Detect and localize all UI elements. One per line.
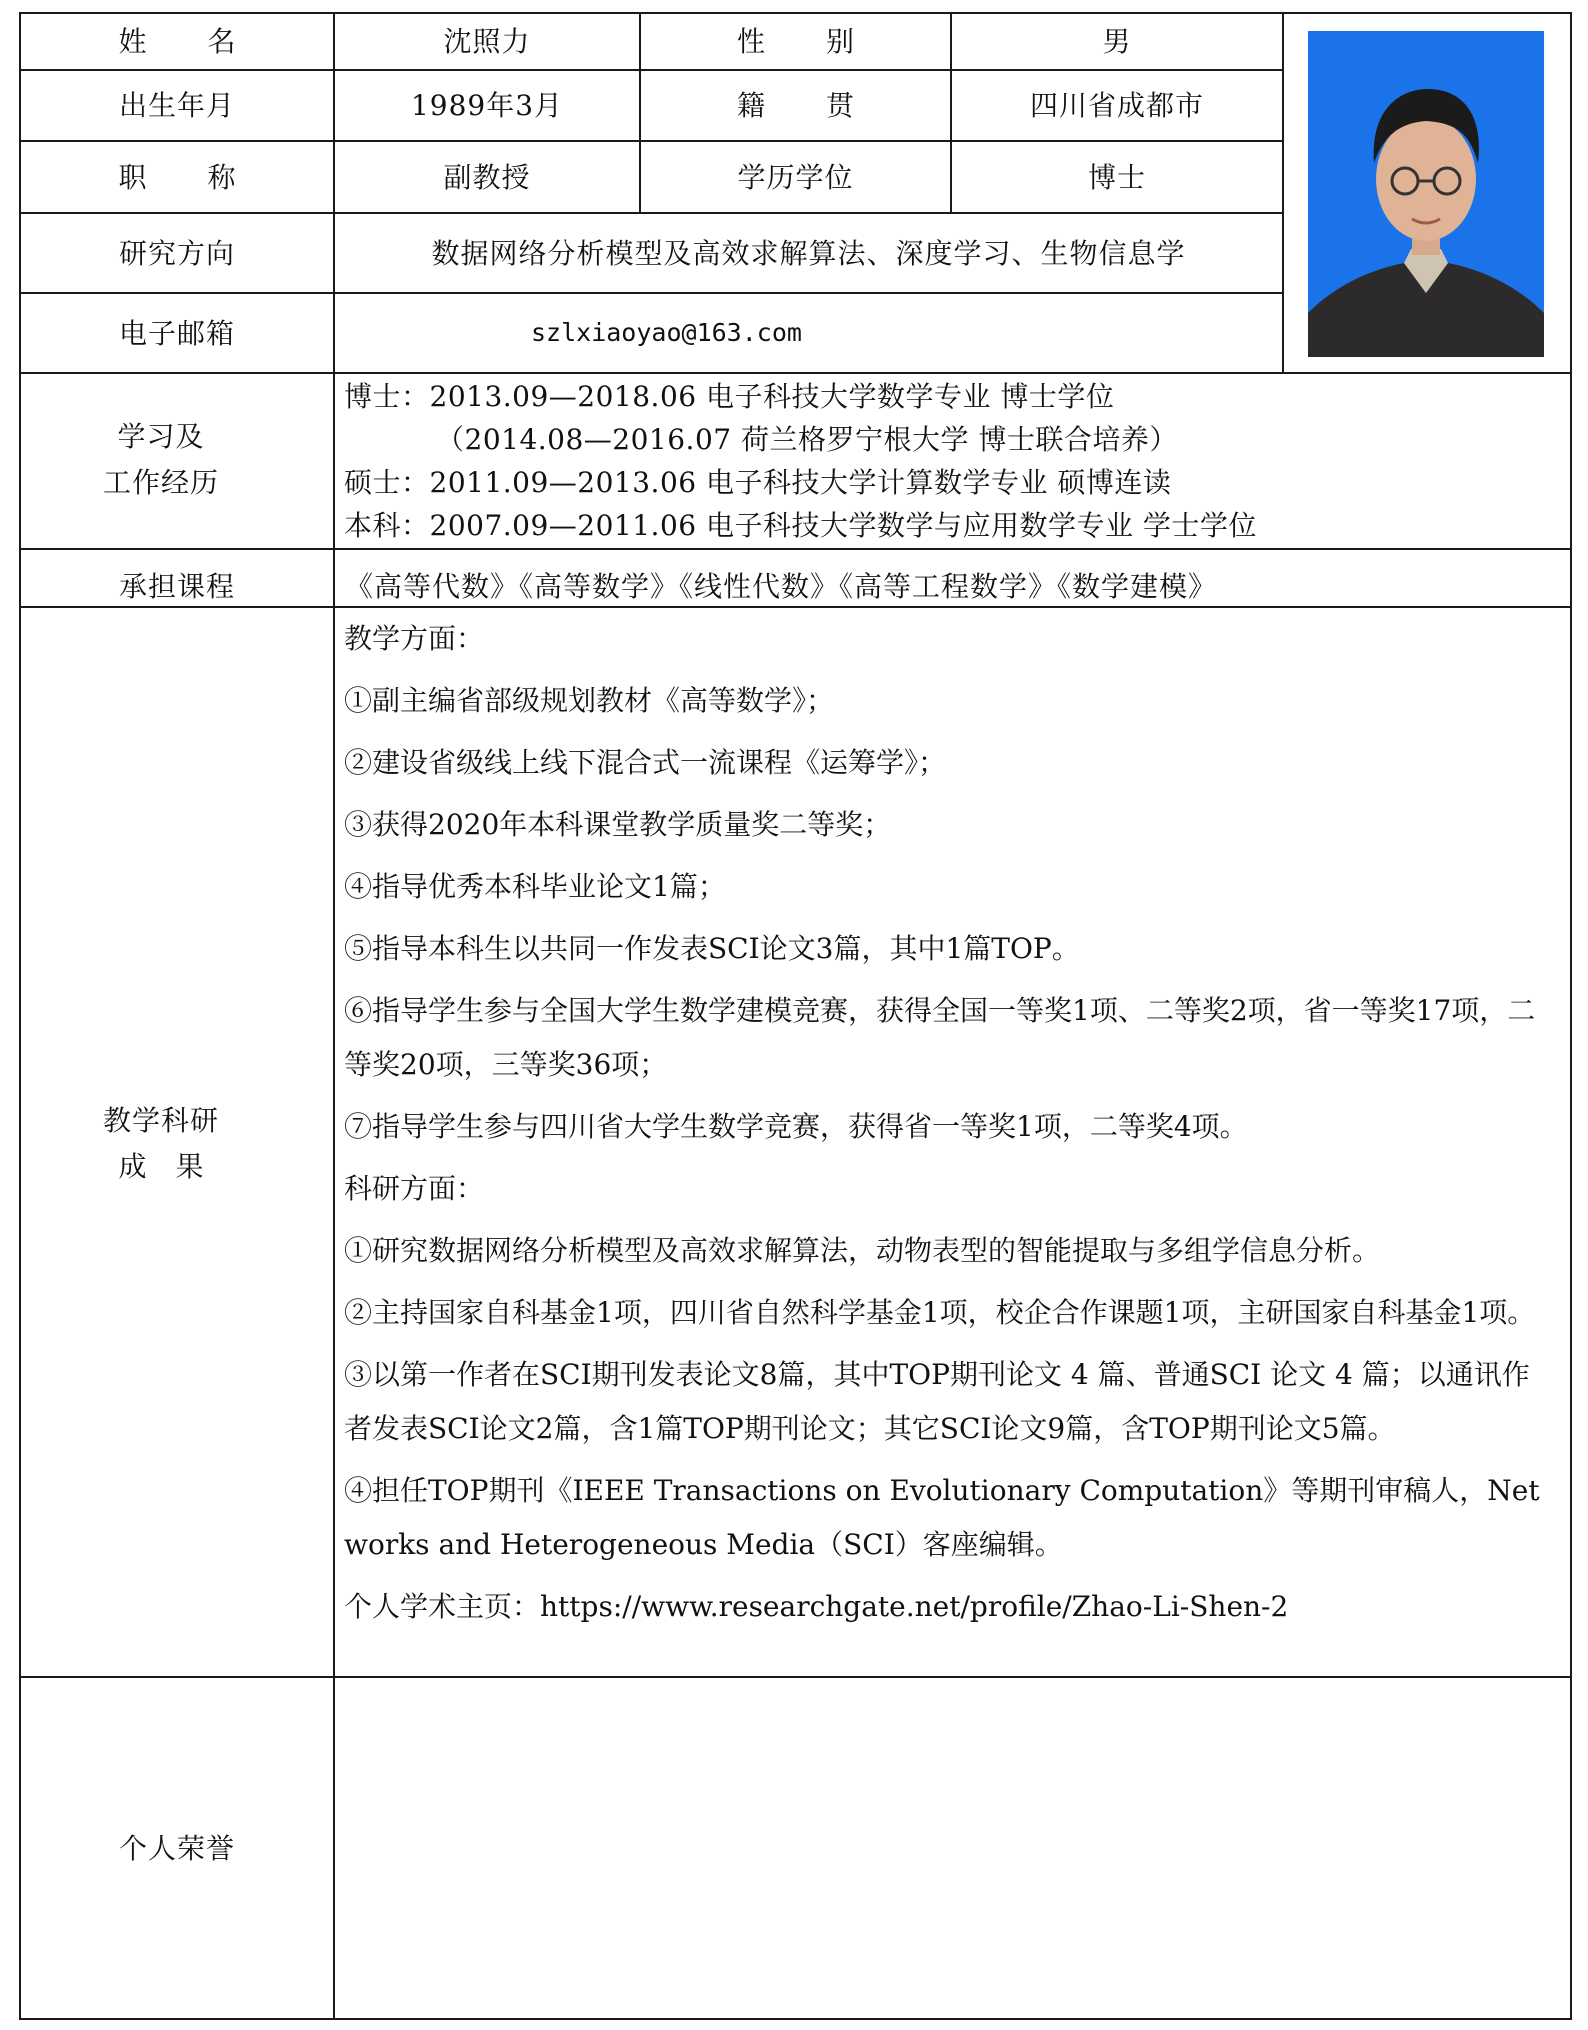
research-direction-label: 研究方向 [118, 236, 235, 270]
honors-value [335, 1678, 1570, 2018]
table-border-right [1570, 12, 1572, 2020]
achievement-item: ⑤指导本科生以共同一作发表SCI论文3篇，其中1篇TOP。 [344, 932, 1080, 965]
gender-label: 性 别 [737, 25, 880, 58]
degree-label: 学历学位 [737, 160, 854, 194]
honors-label: 个人荣誉 [118, 1831, 235, 1865]
history-line: 硕士：2011.09—2013.06 电子科技大学计算数学专业 硕博连读 [344, 466, 1172, 499]
birth-value: 1989年3月 [410, 89, 564, 122]
achievement-item: ②建设省级线上线下混合式一流课程《运筹学》； [344, 746, 947, 779]
research-direction-value: 数据网络分析模型及高效求解算法、深度学习、生物信息学 [431, 236, 1186, 270]
achievement-item: ④担任TOP期刊《IEEE Transactions on Evolutionary Computation》等期刊审稿人，Networks and Heterogeneous Media（SCI）客座编辑。 [344, 1474, 1540, 1561]
courses-value: 《高等代数》《高等数学》《线性代数》《高等工程数学》《数学建模》 [345, 570, 1218, 603]
native-place-value: 四川省成都市 [1029, 89, 1204, 122]
title-value: 副教授 [443, 160, 531, 194]
table-border-bottom [19, 2018, 1571, 2020]
achievement-item: ⑦指导学生参与四川省大学生数学竞赛，获得省一等奖1项，二等奖4项。 [344, 1110, 1248, 1143]
history-label-line2: 工作经历 [102, 466, 219, 499]
history-content [344, 375, 1564, 547]
homepage-link[interactable]: 个人学术主页：https://www.researchgate.net/profile/Zhao-Li-Shen-2 [344, 1590, 1289, 1623]
native-place-label: 籍 贯 [737, 89, 880, 122]
history-label [21, 414, 301, 506]
history-line: 本科：2007.09—2011.06 电子科技大学数学与应用数学专业 学士学位 [344, 509, 1257, 542]
column-divider-photo [1282, 12, 1284, 374]
achievement-item: ②主持国家自科基金1项，四川省自然科学基金1项，校企合作课题1项，主研国家自科基金1项。 [344, 1296, 1536, 1329]
achievement-item: ①研究数据网络分析模型及高效求解算法，动物表型的智能提取与多组学信息分析。 [344, 1234, 1381, 1267]
row-divider-courses [19, 606, 1571, 608]
gender-value: 男 [1102, 25, 1132, 58]
birth-label: 出生年月 [118, 89, 235, 122]
portrait-image [1308, 31, 1544, 357]
row-divider-email [19, 372, 1571, 374]
history-line: （2014.08—2016.07 荷兰格罗宁根大学 博士联合培养） [436, 423, 1178, 456]
email-label: 电子邮箱 [118, 316, 235, 350]
achievements-content [344, 612, 1554, 1642]
achievement-item: ⑥指导学生参与全国大学生数学建模竞赛，获得全国一等奖1项、二等奖2项，省一等奖17项，二等奖20项，三等奖36项； [344, 994, 1536, 1081]
name-label: 姓 名 [118, 25, 262, 58]
profile-photo [1308, 31, 1544, 357]
achievement-item: ④指导优秀本科毕业论文1篇； [344, 870, 726, 903]
history-label-line1: 学习及 [117, 420, 205, 453]
email-value: szlxiaoyao@163.com [531, 318, 802, 348]
history-line: 博士：2013.09—2018.06 电子科技大学数学专业 博士学位 [344, 380, 1115, 413]
achievements-label [21, 1098, 301, 1190]
teaching-heading: 教学方面： [344, 622, 485, 655]
achievement-item: ①副主编省部级规划教材《高等数学》； [344, 684, 835, 717]
achievements-label-line1: 教学科研 [102, 1104, 219, 1137]
achievement-item: ③以第一作者在SCI期刊发表论文8篇，其中TOP期刊论文 4 篇、普通SCI 论文 4 篇；以通讯作者发表SCI论文2篇，含1篇TOP期刊论文；其它SCI论文9篇，含TOP期刊论文5篇。 [344, 1358, 1530, 1445]
courses-label: 承担课程 [118, 570, 235, 603]
achievement-item: ③获得2020年本科课堂教学质量奖二等奖； [344, 808, 892, 841]
degree-value: 博士 [1087, 160, 1146, 194]
research-heading: 科研方面： [344, 1172, 485, 1205]
achievements-label-line2: 成 果 [118, 1150, 214, 1183]
name-value: 沈照力 [443, 25, 531, 58]
title-label: 职 称 [118, 160, 262, 194]
